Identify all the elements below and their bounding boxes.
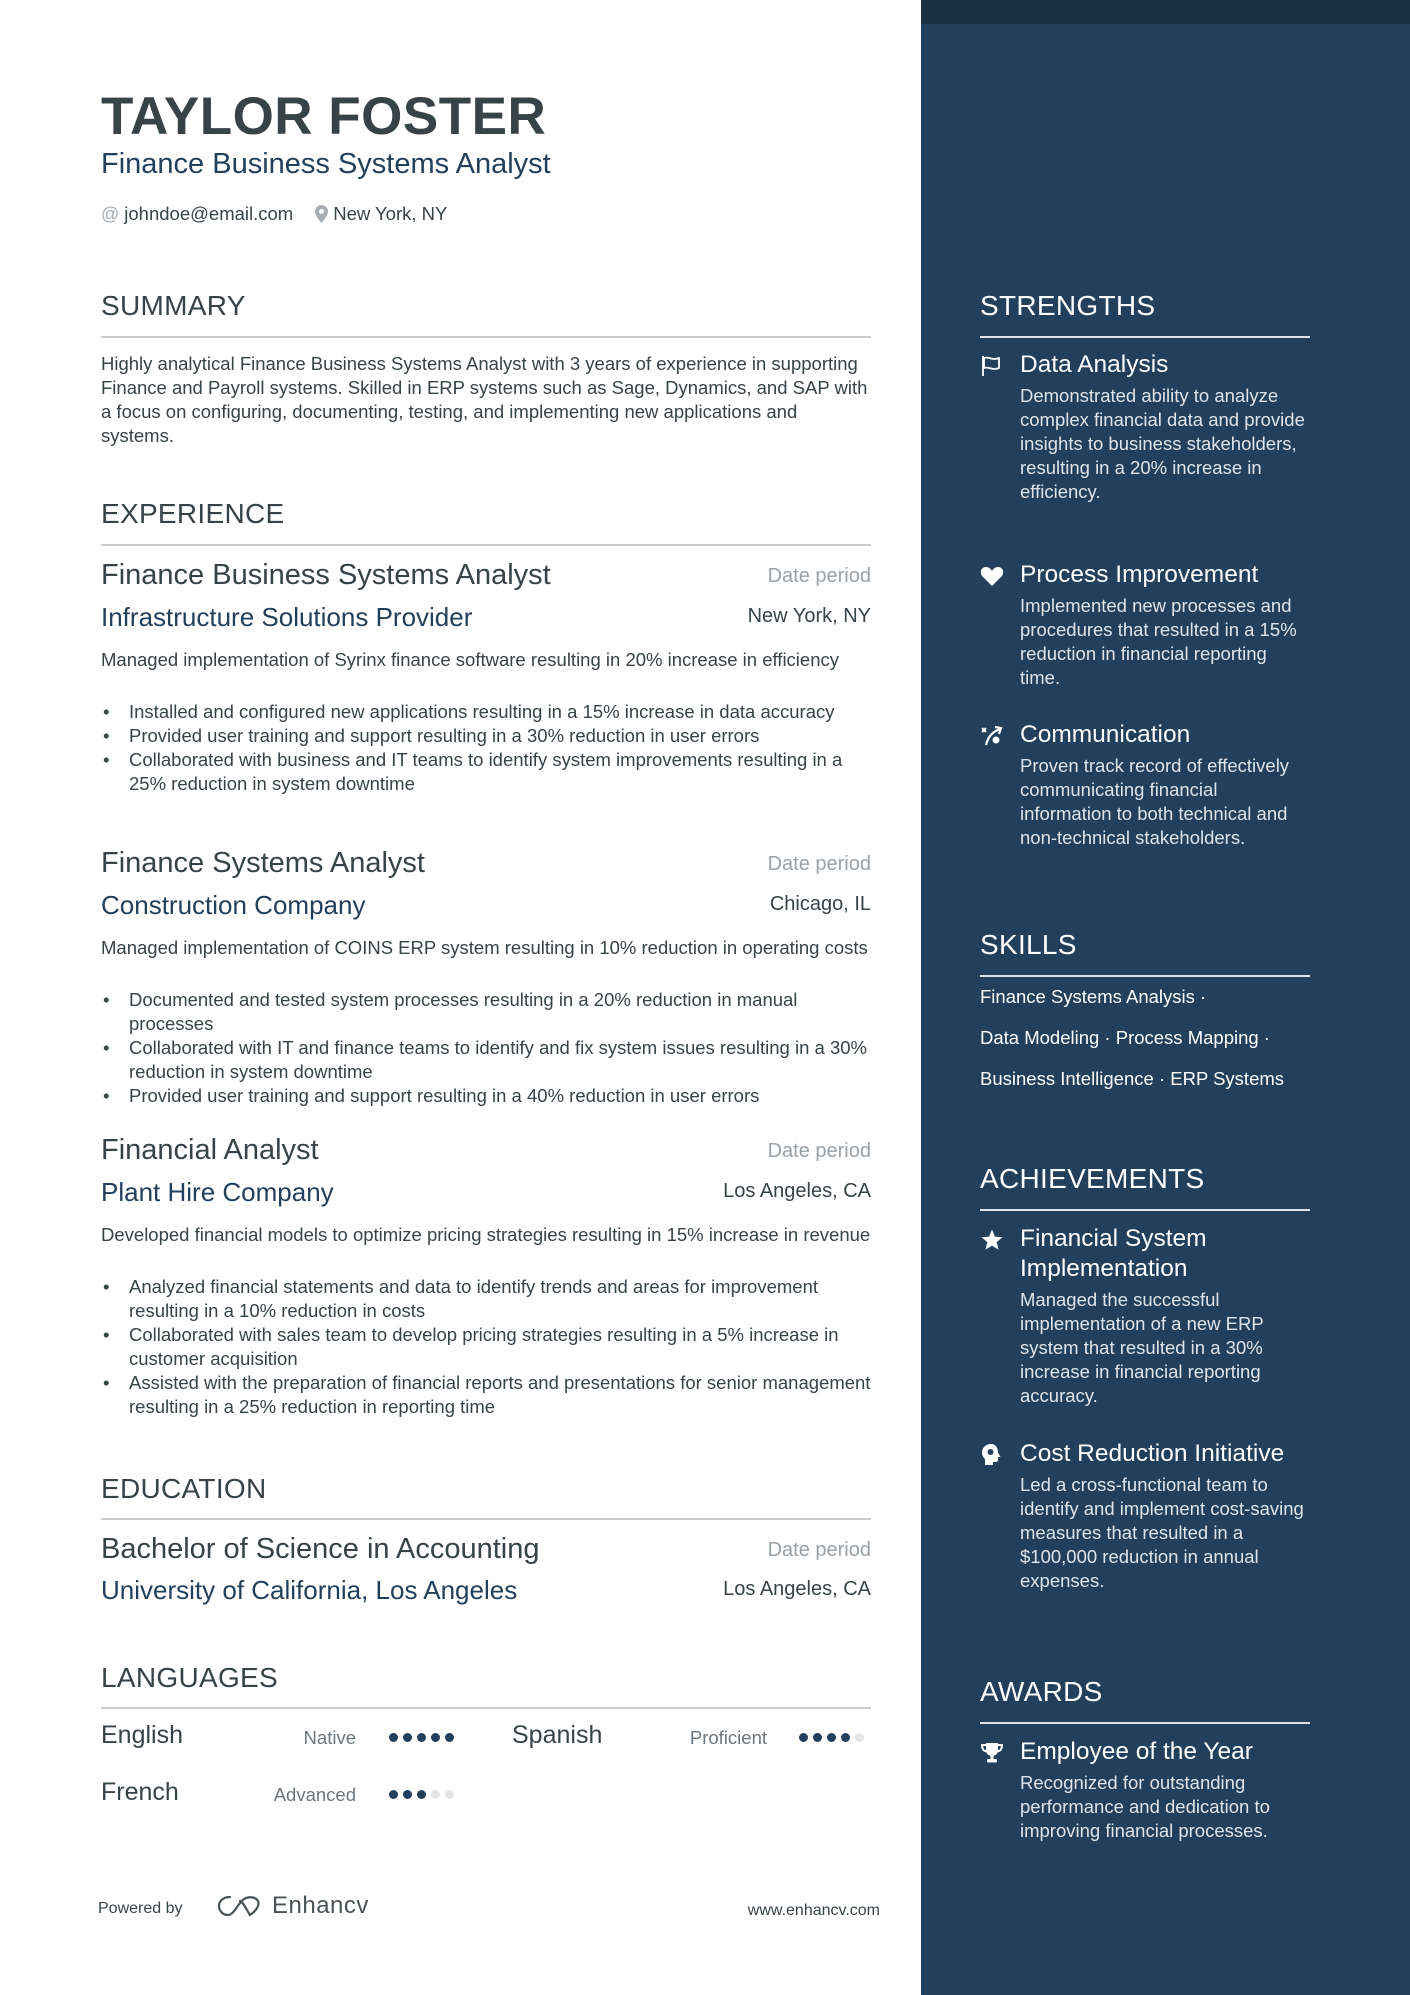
- strengths-divider: [980, 336, 1310, 338]
- strength-title: Communication: [1020, 721, 1191, 748]
- language-name: English: [101, 1721, 183, 1749]
- education-date: Date period: [767, 1539, 871, 1561]
- job-description: Developed financial models to optimize pricing strategies resulting in 15% increase in revenue: [101, 1224, 871, 1245]
- achievement-title: Cost Reduction Initiative: [1020, 1440, 1285, 1467]
- job-date: Date period: [767, 565, 871, 587]
- summary-text: Highly analytical Finance Business Systems Analyst with 3 years of experience in supporting Finance and Payroll systems. Skilled in ERP systems such as Sage, Dynamics, and SAP with a focus on configuring, documenting, testing, and implementing new applications and systems.: [101, 353, 868, 446]
- rating-dot-empty: [445, 1790, 454, 1799]
- job-description: Managed implementation of Syrinx finance software resulting in 20% increase in efficiency: [101, 649, 839, 670]
- skill-line: Business Intelligence · ERP Systems: [980, 1068, 1285, 1089]
- strength-item: [980, 560, 1310, 690]
- location-text: New York, NY: [333, 203, 448, 224]
- candidate-title: Finance Business Systems Analyst: [101, 148, 551, 180]
- strength-description: Implemented new processes and procedures that resulted in a 15% reduction in financial reporting time.: [1020, 595, 1297, 688]
- job-bullet: • Provided user training and support resulting in a 40% reduction in user errors: [101, 1084, 871, 1108]
- rating-dot-filled: [417, 1733, 426, 1742]
- education-location: Los Angeles, CA: [723, 1578, 871, 1600]
- enhancv-logo-icon: [216, 1893, 264, 1919]
- language-rating-french: [389, 1790, 459, 1799]
- job-company: Construction Company: [101, 890, 366, 920]
- sidebar-top-strip: [921, 0, 1410, 24]
- achievement-item: [980, 1439, 1310, 1593]
- powered-by-label: Powered by: [98, 1900, 183, 1917]
- language-item-english: [101, 1721, 183, 1750]
- achievement-item: [980, 1224, 1310, 1408]
- job-bullet: • Analyzed financial statements and data to identify trends and areas for improvement resulting in a 10% reduction in costs: [101, 1275, 871, 1323]
- award-title: Employee of the Year: [1020, 1738, 1253, 1765]
- strength-title: Process Improvement: [1020, 561, 1259, 588]
- education-divider: [101, 1518, 871, 1520]
- job-bullets: [101, 988, 871, 1108]
- rating-dot-filled: [417, 1790, 426, 1799]
- language-rating-spanish: [799, 1733, 869, 1742]
- skill-line: Finance Systems Analysis ·: [980, 986, 1207, 1007]
- languages-heading: LANGUAGES: [101, 1662, 278, 1693]
- job-company: Plant Hire Company: [101, 1177, 334, 1207]
- languages-divider: [101, 1707, 871, 1709]
- language-item-spanish: [512, 1721, 602, 1750]
- job-title: Finance Systems Analyst: [101, 847, 425, 879]
- language-level: Proficient: [689, 1727, 767, 1748]
- language-level: Native: [303, 1727, 356, 1748]
- footer: [98, 1892, 880, 1928]
- strength-item: [980, 350, 1310, 504]
- strength-description: Demonstrated ability to analyze complex financial data and provide insights to business stakeholders, resulting in a 20% increase in efficiency.: [1020, 385, 1305, 502]
- job-bullet: • Assisted with the preparation of financial reports and presentations for senior management resulting in a 25% reduction in reporting time: [101, 1371, 871, 1419]
- language-level: Advanced: [273, 1784, 356, 1805]
- rating-dot-filled: [445, 1733, 454, 1742]
- job-bullet: • Collaborated with sales team to develop pricing strategies resulting in a 5% increase in customer acquisition: [101, 1323, 871, 1371]
- job-bullet: • Collaborated with IT and finance teams to identify and fix system issues resulting in a 30% reduction in system downtime: [101, 1036, 871, 1084]
- job-location: Los Angeles, CA: [723, 1180, 871, 1202]
- job-company: Infrastructure Solutions Provider: [101, 602, 473, 632]
- skills-list: [980, 985, 1320, 1108]
- skill-line: Data Modeling · Process Mapping ·: [980, 1027, 1270, 1048]
- job-bullet: • Installed and configured new applications resulting in a 15% increase in data accuracy: [101, 700, 871, 724]
- awards-divider: [980, 1722, 1310, 1724]
- rating-dot-filled: [799, 1733, 808, 1742]
- award-description: Recognized for outstanding performance and dedication to improving financial processes.: [1020, 1772, 1270, 1841]
- contact-email[interactable]: [101, 203, 293, 225]
- email-text: johndoe@email.com: [124, 203, 294, 224]
- skills-heading: SKILLS: [980, 929, 1077, 960]
- job-location: Chicago, IL: [769, 893, 871, 915]
- rating-dot-filled: [403, 1733, 412, 1742]
- language-name: Spanish: [512, 1721, 603, 1749]
- language-name: French: [101, 1778, 179, 1806]
- achievements-heading: ACHIEVEMENTS: [980, 1163, 1205, 1194]
- job-bullet: • Documented and tested system processes resulting in a 20% reduction in manual processes: [101, 988, 871, 1036]
- star-icon: [980, 1228, 1004, 1252]
- job-location: New York, NY: [747, 605, 871, 627]
- achievement-title: Financial System Implementation: [1020, 1225, 1207, 1282]
- rating-dot-filled: [431, 1733, 440, 1742]
- job-date: Date period: [767, 853, 871, 875]
- location-pin-icon: [315, 205, 328, 223]
- strengths-heading: STRENGTHS: [980, 290, 1156, 321]
- job-bullet: • Provided user training and support resulting in a 30% reduction in user errors: [101, 724, 871, 748]
- achievements-divider: [980, 1209, 1310, 1211]
- website-link[interactable]: www.enhancv.com: [747, 1902, 880, 1919]
- summary-divider: [101, 336, 871, 338]
- flag-icon: [980, 354, 1004, 378]
- contact-location: [315, 203, 447, 225]
- rating-dot-filled: [841, 1733, 850, 1742]
- strength-item: [980, 720, 1310, 850]
- brand-name: Enhancv: [272, 1892, 369, 1919]
- summary-heading: SUMMARY: [101, 290, 246, 321]
- rating-dot-filled: [813, 1733, 822, 1742]
- experience-heading: EXPERIENCE: [101, 498, 285, 529]
- language-item-french: [101, 1778, 179, 1807]
- rating-dot-empty: [431, 1790, 440, 1799]
- strategy-icon: [980, 724, 1004, 748]
- experience-divider: [101, 544, 871, 546]
- awards-heading: AWARDS: [980, 1676, 1103, 1707]
- head-idea-icon: [980, 1443, 1004, 1467]
- enhancv-logo[interactable]: [216, 1892, 369, 1920]
- job-date: Date period: [767, 1140, 871, 1162]
- job-description: Managed implementation of COINS ERP system resulting in 10% reduction in operating costs: [101, 937, 868, 958]
- heart-icon: [980, 564, 1004, 588]
- rating-dot-filled: [827, 1733, 836, 1742]
- degree: Bachelor of Science in Accounting: [101, 1533, 540, 1565]
- school: University of California, Los Angeles: [101, 1575, 518, 1605]
- rating-dot-filled: [403, 1790, 412, 1799]
- job-bullets: [101, 1275, 871, 1419]
- rating-dot-filled: [389, 1733, 398, 1742]
- job-bullets: [101, 700, 871, 796]
- skills-divider: [980, 975, 1310, 977]
- language-rating-english: [389, 1733, 459, 1742]
- achievement-description: Managed the successful implementation of a new ERP system that resulted in a 30% increase in financial reporting accuracy.: [1020, 1289, 1264, 1406]
- rating-dot-filled: [389, 1790, 398, 1799]
- education-heading: EDUCATION: [101, 1473, 267, 1504]
- job-bullet: • Collaborated with business and IT teams to identify system improvements resulting in a 25% reduction in system downtime: [101, 748, 871, 796]
- at-icon: @: [101, 203, 120, 224]
- contact-row: [101, 203, 469, 225]
- award-item: [980, 1737, 1310, 1843]
- trophy-icon: [980, 1741, 1004, 1765]
- job-title: Financial Analyst: [101, 1134, 319, 1166]
- rating-dot-empty: [855, 1733, 864, 1742]
- candidate-name: TAYLOR FOSTER: [101, 87, 547, 146]
- job-title: Finance Business Systems Analyst: [101, 559, 551, 591]
- strength-title: Data Analysis: [1020, 351, 1169, 378]
- achievement-description: Led a cross-functional team to identify and implement cost-saving measures that resulted in a $100,000 reduction in annual expenses.: [1020, 1474, 1304, 1591]
- strength-description: Proven track record of effectively communicating financial information to both technical and non-technical stakeholders.: [1020, 755, 1290, 848]
